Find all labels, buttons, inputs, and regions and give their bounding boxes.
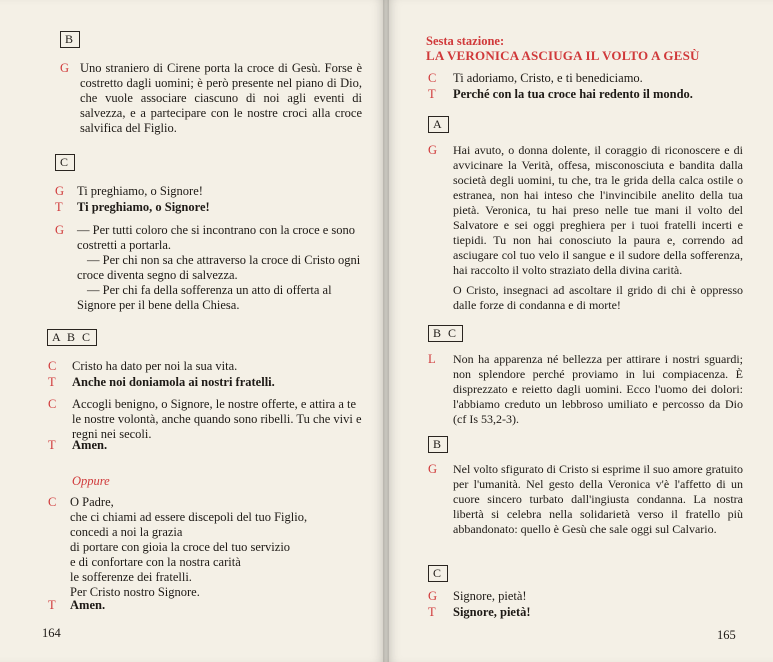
invocation-line: Ti preghiamo, o Signore! bbox=[77, 184, 203, 198]
role-marker-g: G bbox=[428, 462, 438, 476]
role-marker-t: T bbox=[48, 598, 56, 612]
role-marker-t: T bbox=[48, 375, 56, 389]
role-marker-c: C bbox=[48, 397, 57, 411]
response-line: Perché con la tua croce hai redento il mondo. bbox=[453, 87, 693, 101]
group-box-abc: A B C bbox=[47, 329, 97, 346]
intention-1: — Per tutti coloro che si incontrano con la croce e sono costretti a portarla. bbox=[77, 223, 356, 252]
book-gutter bbox=[383, 0, 389, 662]
oppure-label: Oppure bbox=[72, 474, 110, 488]
response-line: Ti preghiamo, o Signore! bbox=[77, 200, 210, 214]
alternative-prayer-line: O Padre, bbox=[70, 495, 114, 509]
amen-response: Amen. bbox=[72, 438, 108, 452]
station-label: Sesta stazione: bbox=[426, 34, 505, 48]
group-box-b: B bbox=[428, 436, 448, 453]
alternative-prayer-line: di portare con gioia la croce del tuo servizio bbox=[70, 540, 291, 554]
intro-paragraph: Uno straniero di Cirene porta la croce di Gesù. Forse è costretto dagli uomini; è però presente nel piano di Dio, che vuole associare ciascuno di noi agli eventi di salvezza, e a partecipare con le nostre croci alla croce salvifica del Figlio. bbox=[80, 61, 362, 135]
role-marker-t: T bbox=[428, 605, 436, 619]
alternative-prayer-line: le sofferenze dei fratelli. bbox=[70, 570, 192, 584]
role-marker-g: G bbox=[428, 143, 438, 157]
role-marker-t: T bbox=[48, 438, 56, 452]
amen-response: Amen. bbox=[70, 598, 106, 612]
group-box-b: B bbox=[60, 31, 80, 48]
role-marker-c: C bbox=[48, 359, 57, 373]
response-line: Signore, pietà! bbox=[453, 605, 531, 619]
role-marker-g: G bbox=[55, 223, 65, 237]
role-marker-t: T bbox=[428, 87, 436, 101]
role-marker-c: C bbox=[428, 71, 437, 85]
station-title: LA VERONICA ASCIUGA IL VOLTO A GESÙ bbox=[426, 48, 700, 63]
group-box-c: C bbox=[55, 154, 75, 171]
collect-prayer: Accogli benigno, o Signore, le nostre offerte, e attira a te le nostre volontà, anche quando sono ribelli. Tu che vivi e regni nei secoli. bbox=[72, 397, 362, 441]
reflection-paragraph: Nel volto sfigurato di Cristo si esprime il suo amore gratuito per l'umanità. Nel gesto della Veronica v'è l'affetto di un cuore sincero turbato dall'ingiusta condanna. La nostra libertà si celebra nella solidarietà verso il fratello più abbandonato: quello è Gesù che sale oggi sul Calvario. bbox=[453, 462, 743, 536]
alternative-prayer-line: concedi a noi la grazia bbox=[70, 525, 183, 539]
intention-3: — Per chi fa della sofferenza un atto di offerta al Signore per il bene della Chiesa. bbox=[77, 283, 332, 312]
right-page bbox=[386, 0, 773, 662]
group-box-bc: B C bbox=[428, 325, 463, 342]
role-marker-g: G bbox=[428, 589, 438, 603]
response-line: Anche noi doniamola ai nostri fratelli. bbox=[72, 375, 275, 389]
veronica-prayer: O Cristo, insegnaci ad ascoltare il grido di chi è oppresso dalle forze di condanna e di morte! bbox=[453, 283, 743, 312]
role-marker-l: L bbox=[428, 352, 436, 366]
alternative-prayer-line: Per Cristo nostro Signore. bbox=[70, 585, 200, 599]
role-marker-c: C bbox=[48, 495, 57, 509]
intention-2: — Per chi non sa che attraverso la croce di Cristo ogni croce diventa segno di salvezza. bbox=[77, 253, 361, 282]
left-page bbox=[0, 0, 386, 662]
group-box-a: A bbox=[428, 116, 449, 133]
celebrant-line: Ti adoriamo, Cristo, e ti benediciamo. bbox=[453, 71, 643, 85]
page-number: 165 bbox=[717, 628, 736, 642]
celebrant-line: Cristo ha dato per noi la sua vita. bbox=[72, 359, 238, 373]
role-marker-t: T bbox=[55, 200, 63, 214]
invocation-line: Signore, pietà! bbox=[453, 589, 527, 603]
alternative-prayer-line: che ci chiami ad essere discepoli del tuo Figlio, bbox=[70, 510, 308, 524]
group-box-c: C bbox=[428, 565, 448, 582]
isaiah-reading: Non ha apparenza né bellezza per attirare i nostri sguardi; non splendore perché proviamo in lui compiacenza. È disprezzato e reietto dagli uomini. Ecco l'uomo dei dolori: l'abbiamo creduto un lebbroso umiliato e percosso da Dio (cf Is 53,2-3). bbox=[453, 352, 743, 426]
role-marker-g: G bbox=[55, 184, 65, 198]
veronica-meditation: Hai avuto, o donna dolente, il coraggio di riconoscere e di avvicinare la Verità, offesa, misconosciuta e bandita dalla società degli uomini, tu che, tra le grida della calca ostile o estranea, non hai inteso che l'invincibile anelito della tua pietà. Veronica, tu hai preso nelle tue mani il volto del Salvatore e sei oggi preghiera per i tuoi fratelli incerti e tiepidi. Tu non hai conosciuto la paura e, correndo ad asciugare col tuo velo il sangue e il sudore della sofferenza, hai raccolto il volto straziato della divina carità. bbox=[453, 143, 743, 277]
page-number: 164 bbox=[42, 626, 61, 640]
role-marker-g: G bbox=[60, 61, 70, 75]
alternative-prayer-line: e di confortare con la nostra carità bbox=[70, 555, 241, 569]
